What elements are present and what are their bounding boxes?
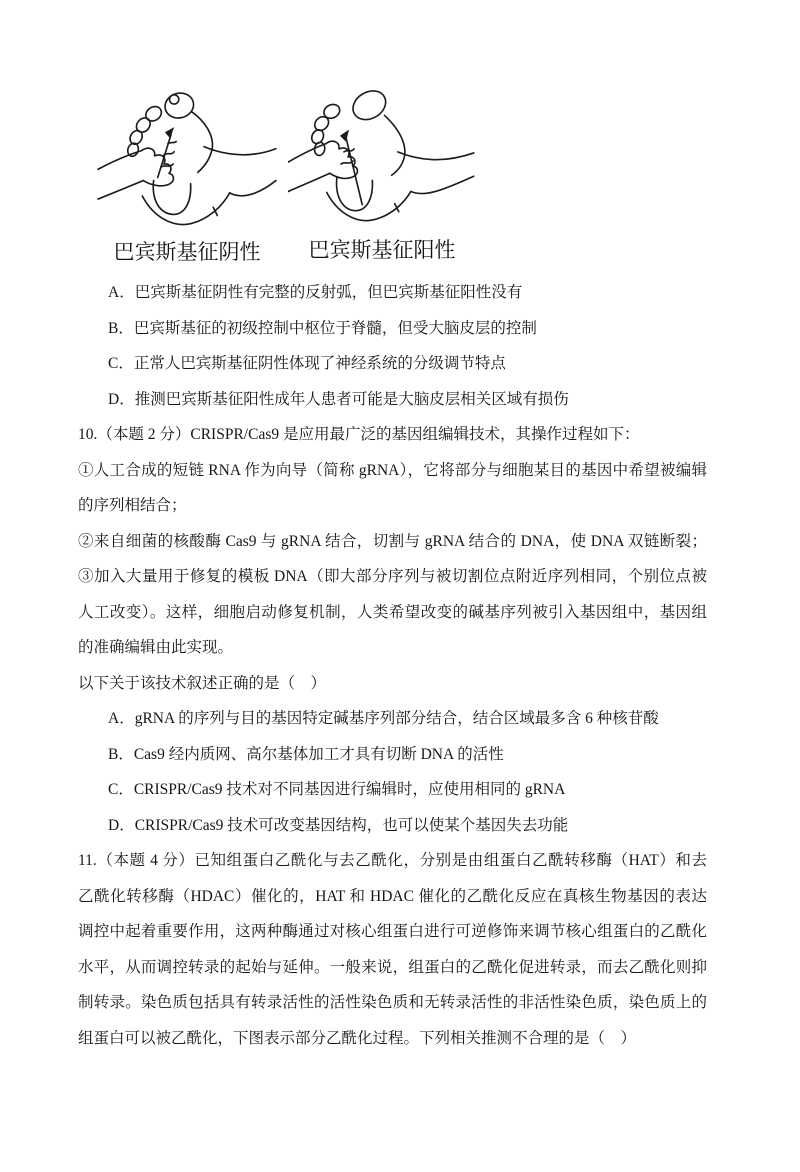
question-10-stem-line: 以下关于该技术叙述正确的是（ ） — [78, 674, 327, 692]
question-9-options-line: B．巴宾斯基征的初级控制中枢位于脊髓，但受大脑皮层的控制 — [108, 319, 537, 337]
question-11-stem-line: 乙酰化转移酶（HDAC）催化的，HAT 和 HDAC 催化的乙酰化反应在真核生物基因的表达 — [78, 887, 707, 905]
babinski-positive-figure — [288, 85, 476, 263]
question-11-stem-line: 11.（本题 4 分）已知组蛋白乙酰化与去乙酰化，分别是由组蛋白乙酰转移酶（HAT）和去 — [78, 852, 707, 869]
question-10-stem-line: 的序列相结合； — [78, 497, 187, 514]
question-10-options — [78, 701, 707, 843]
question-11-stem-line: 制转录。染色质包括具有转录活性的活性染色质和无转录活性的非活性染色质，染色质上的 — [78, 994, 707, 1011]
babinski-negative-drawing — [97, 85, 277, 234]
stroke-direction-arrow-icon — [340, 130, 349, 142]
question-10-options-line: D．CRISPR/Cas9 技术可改变基因结构，也可以使某个基因失去功能 — [108, 816, 569, 834]
figure-caption-negative: 巴宾斯基征阴性 — [113, 240, 261, 264]
question-11-stem-line: 组蛋白可以被乙酰化，下图表示部分乙酰化过程。下列相关推测不合理的是（ ） — [78, 1029, 637, 1047]
babinski-positive-drawing — [288, 85, 476, 232]
figure-caption-positive: 巴宾斯基征阳性 — [308, 238, 456, 262]
question-11-stem-line: 调控中起着重要作用，这两种酶通过对核心组蛋白进行可逆修饰来调节核心组蛋白的乙酰化 — [78, 923, 707, 940]
question-10-stem-line: 10.（本题 2 分）CRISPR/Cas9 是应用最广泛的基因组编辑技术，其操作过程如下： — [78, 426, 640, 443]
question-10-options-line: B．Cas9 经内质网、高尔基体加工才具有切断 DNA 的活性 — [108, 745, 504, 763]
question-9-options-line: C．正常人巴宾斯基征阴性体现了神经系统的分级调节特点 — [108, 355, 506, 372]
question-10-stem — [78, 417, 707, 701]
stroke-direction-arrow-icon — [165, 127, 174, 138]
question-9-options — [78, 275, 707, 417]
question-10-stem-line: ③加入大量用于修复的模板 DNA（即大部分序列与被切割位点附近序列相同，个别位点被 — [78, 568, 707, 585]
question-11-stem — [78, 843, 707, 1056]
question-10-stem-line: 人工改变）。这样，细胞启动修复机制，人类希望改变的碱基序列被引入基因组中，基因组 — [78, 603, 707, 621]
question-10-options-line: C．CRISPR/Cas9 技术对不同基因进行编辑时，应使用相同的 gRNA — [108, 781, 566, 798]
question-10-options-line: A．gRNA 的序列与目的基因特定碱基序列部分结合，结合区域最多含 6 种核苷酸 — [108, 710, 659, 727]
babinski-negative-figure — [97, 85, 277, 265]
question-9-options-line: A．巴宾斯基征阴性有完整的反射弧，但巴宾斯基征阳性没有 — [108, 284, 523, 301]
question-10-stem-line: 的准确编辑由此实现。 — [78, 639, 234, 656]
text-column — [78, 275, 707, 1056]
question-10-stem-line: ①人工合成的短链 RNA 作为向导（简称 gRNA），它将部分与细胞某目的基因中希望被编辑 — [78, 461, 707, 479]
question-10-stem-line: ②来自细菌的核酸酶 Cas9 与 gRNA 结合，切割与 gRNA 结合的 DNA，使 DNA 双链断裂； — [78, 532, 707, 550]
question-11-stem-line: 水平，从而调控转录的起始与延伸。一般来说，组蛋白的乙酰化促进转录，而去乙酰化则抑 — [78, 958, 707, 976]
question-9-options-line: D．推测巴宾斯基征阳性成年人患者可能是大脑皮层相关区域有损伤 — [108, 390, 569, 408]
